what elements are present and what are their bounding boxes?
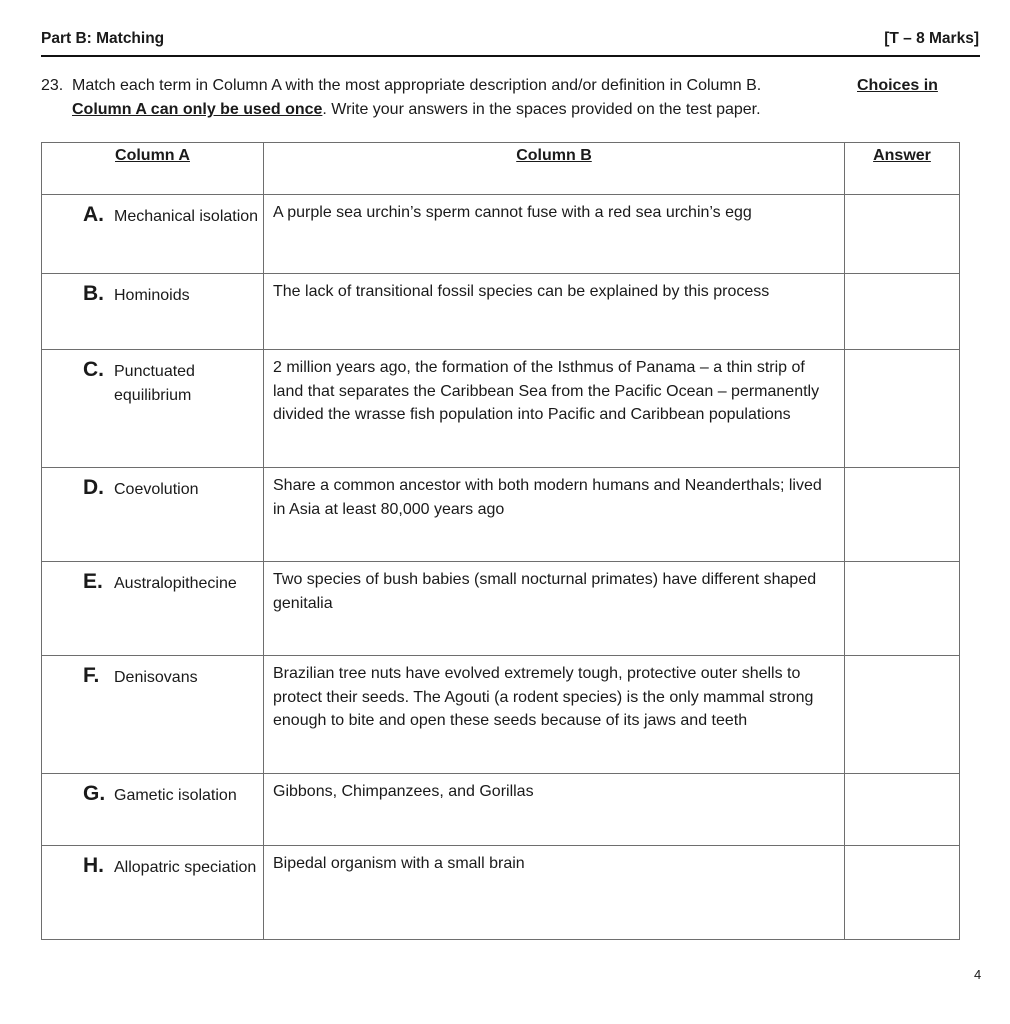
- instruction-line-2: [72, 98, 761, 122]
- column-b-header: Column B: [264, 143, 845, 195]
- answer-cell[interactable]: [845, 468, 960, 562]
- term-letter: G.: [83, 782, 106, 805]
- term-cell: [42, 195, 263, 229]
- table-row: [42, 468, 960, 562]
- term-cell: [42, 846, 263, 880]
- matching-table: [41, 142, 960, 940]
- term-text: Hominoids: [114, 287, 190, 304]
- description-cell: Two species of bush babies (small nocturnal primates) have different shaped genitalia: [273, 571, 817, 612]
- table-row: [42, 846, 960, 940]
- answer-cell[interactable]: [845, 656, 960, 774]
- instruction-line-1: [72, 74, 761, 98]
- answer-cell[interactable]: [845, 274, 960, 350]
- description-cell: Share a common ancestor with both modern humans and Neanderthals; lived in Asia at least 80,000 years ago: [273, 477, 822, 518]
- page-number: 4: [974, 967, 982, 982]
- description-cell: Gibbons, Chimpanzees, and Gorillas: [273, 783, 534, 800]
- term-letter: H.: [83, 854, 104, 877]
- answer-cell[interactable]: [845, 350, 960, 468]
- table-row: [42, 774, 960, 846]
- column-a-header: Column A: [42, 143, 264, 195]
- header-divider: [41, 55, 980, 57]
- term-cell: [42, 656, 263, 690]
- table-row: [42, 656, 960, 774]
- section-title: Part B: Matching: [41, 30, 165, 47]
- term-letter: A.: [83, 203, 104, 226]
- term-text: Gametic isolation: [114, 787, 237, 804]
- description-cell: A purple sea urchin’s sperm cannot fuse with a red sea urchin’s egg: [273, 204, 752, 221]
- answer-cell[interactable]: [845, 846, 960, 940]
- term-letter: B.: [83, 282, 104, 305]
- answer-cell[interactable]: [845, 562, 960, 656]
- term-text: Coevolution: [114, 481, 199, 498]
- table-row: [42, 195, 960, 274]
- term-cell: [42, 468, 263, 502]
- marks-label: [T – 8 Marks]: [884, 30, 979, 47]
- term-letter: F.: [83, 664, 100, 687]
- table-row: [42, 274, 960, 350]
- description-cell: Bipedal organism with a small brain: [273, 855, 525, 872]
- term-letter: E.: [83, 570, 103, 593]
- answer-cell[interactable]: [845, 774, 960, 846]
- instruction-text-1: Match each term in Column A with the most appropriate description and/or definition in Column B.: [72, 77, 762, 94]
- description-cell: Brazilian tree nuts have evolved extremely tough, protective outer shells to protect their seeds. The Agouti (a rodent species) is the only mammal strong enough to bite and open these seeds because of its jaws and teeth: [273, 665, 814, 729]
- answer-header: Answer: [845, 143, 960, 195]
- instruction-emphasis-1: Choices in: [857, 77, 938, 94]
- instruction-text-2: . Write your answers in the spaces provided on the test paper.: [322, 101, 761, 118]
- term-letter: D.: [83, 476, 104, 499]
- term-cell: [42, 350, 263, 408]
- term-text: Denisovans: [114, 669, 198, 686]
- question-number: 23.: [41, 77, 64, 94]
- term-cell: [42, 562, 263, 596]
- description-cell: 2 million years ago, the formation of the Isthmus of Panama – a thin strip of land that separates the Caribbean Sea from the Pacific Ocean – permanently divided the wrasse fish population into Pacific and Caribbean populations: [273, 359, 820, 423]
- section-header: [41, 28, 979, 54]
- term-letter: C.: [83, 358, 104, 381]
- term-text: Mechanical isolation: [114, 208, 259, 225]
- table-header-row: [42, 143, 960, 195]
- table-row: [42, 562, 960, 656]
- answer-cell[interactable]: [845, 195, 960, 274]
- term-cell: [42, 274, 263, 308]
- instruction-emphasis-2: Column A can only be used once: [72, 101, 323, 118]
- term-cell: [42, 774, 263, 808]
- description-cell: The lack of transitional fossil species can be explained by this process: [273, 283, 770, 300]
- term-text: Australopithecine: [114, 575, 237, 592]
- table-row: [42, 350, 960, 468]
- term-text: Allopatric speciation: [114, 859, 257, 876]
- term-text: Punctuated equilibrium: [114, 363, 195, 404]
